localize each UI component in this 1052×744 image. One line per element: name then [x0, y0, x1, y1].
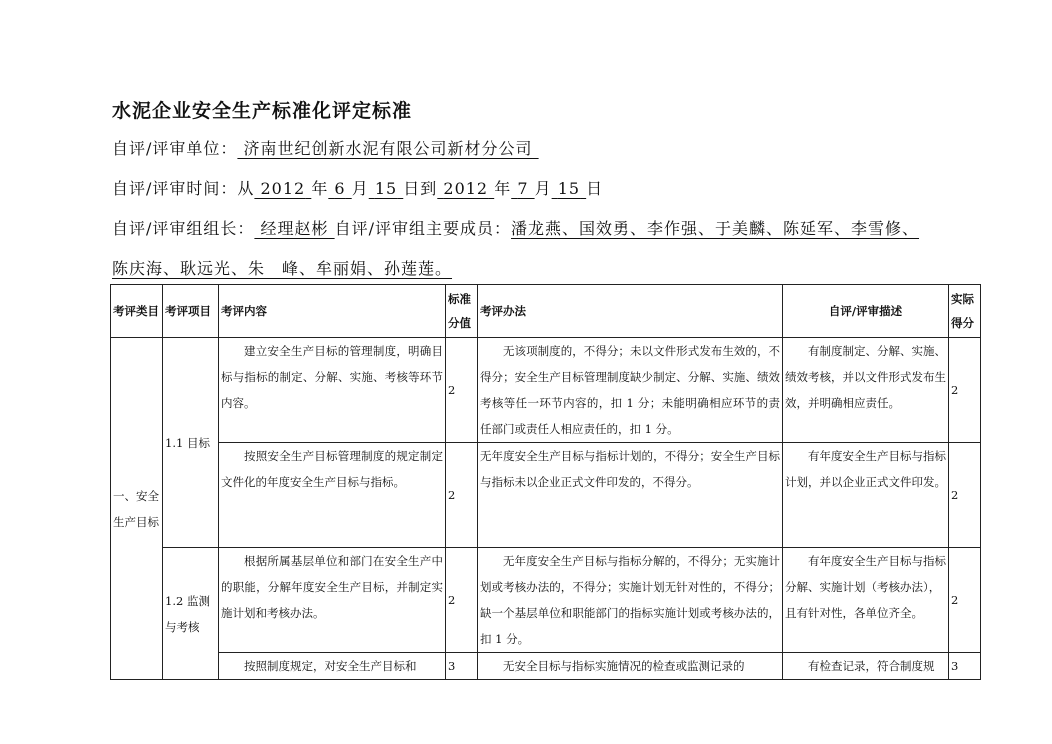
start-day: 15 — [374, 179, 398, 198]
members-line1: 潘龙燕、国效勇、李作强、于美麟、陈延军、李雪修、 — [511, 219, 920, 238]
score-cell: 2 — [446, 443, 478, 548]
method-cell: 无年度安全生产目标与指标计划的，不得分；安全生产目标与指标未以企业正式文件印发的，不得分。 — [478, 443, 783, 548]
content-cell: 建立安全生产目标的管理制度，明确目标与指标的制定、分解、实施、考核等环节内容。 — [219, 338, 446, 443]
header-category: 考评类目 — [111, 285, 163, 338]
item-cell: 1.2 监测与考核 — [163, 548, 219, 680]
desc-cell: 有制度制定、分解、实施、绩效考核，并以文件形式发布生效，并明确相应责任。 — [783, 338, 949, 443]
actual-cell: 2 — [949, 548, 981, 653]
end-day: 15 — [557, 179, 581, 198]
unit-line — [112, 136, 539, 159]
day-char: 日 — [586, 179, 604, 198]
end-month: 7 — [517, 179, 529, 198]
month-char: 月 — [534, 179, 552, 198]
table-header-row — [111, 285, 981, 338]
start-month: 6 — [334, 179, 346, 198]
unit-value: 济南世纪创新水泥有限公司新材分公司 — [243, 139, 533, 158]
document-title: 水泥企业安全生产标准化评定标准 — [112, 100, 413, 122]
actual-cell: 3 — [949, 653, 981, 680]
year-char: 年 — [311, 179, 329, 198]
actual-cell: 2 — [949, 443, 981, 548]
time-label: 自评/评审时间：从 — [112, 179, 255, 198]
header-score: 标准分值 — [446, 285, 478, 338]
header-method: 考评办法 — [478, 285, 783, 338]
time-line — [112, 176, 603, 199]
evaluation-table — [110, 284, 981, 680]
end-year: 2012 — [443, 179, 489, 198]
day-char: 日 — [403, 179, 421, 198]
start-year: 2012 — [260, 179, 306, 198]
content-cell: 根据所属基层单位和部门在安全生产中的职能，分解年度安全生产目标，并制定实施计划和考核办法。 — [219, 548, 446, 653]
header-actual: 实际得分 — [949, 285, 981, 338]
method-cell: 无该项制度的，不得分；未以文件形式发布生效的，不得分；安全生产目标管理制度缺少制定、分解、实施、绩效考核等任一环节内容的，扣 1 分；未能明确相应环节的责任部门或责任人相应责任的，扣 1 分。 — [478, 338, 783, 443]
members-label: 自评/评审组主要成员： — [334, 219, 512, 238]
desc-cell: 有检查记录，符合制度规 — [783, 653, 949, 680]
content-cell: 按照制度规定，对安全生产目标和 — [219, 653, 446, 680]
header-content: 考评内容 — [219, 285, 446, 338]
team-line — [112, 216, 919, 239]
actual-cell: 2 — [949, 338, 981, 443]
method-cell: 无安全目标与指标实施情况的检查或监测记录的 — [478, 653, 783, 680]
header-desc: 自评/评审描述 — [783, 285, 949, 338]
content-cell: 按照安全生产目标管理制度的规定制定文件化的年度安全生产目标与指标。 — [219, 443, 446, 548]
leader-value: 经理赵彬 — [260, 219, 329, 238]
members-line2: 陈庆海、耿远光、朱 峰、牟丽娟、孙莲莲。 — [112, 259, 453, 278]
unit-label: 自评/评审单位： — [112, 139, 238, 158]
desc-cell: 有年度安全生产目标与指标计划，并以企业正式文件印发。 — [783, 443, 949, 548]
table-row — [111, 548, 981, 653]
item-cell: 1.1 目标 — [163, 338, 219, 548]
score-cell: 2 — [446, 338, 478, 443]
method-cell: 无年度安全生产目标与指标分解的，不得分；无实施计划或考核办法的，不得分；实施计划无针对性的，不得分；缺一个基层单位和职能部门的指标实施计划或考核办法的，扣 1 分。 — [478, 548, 783, 653]
table-row — [111, 338, 981, 443]
month-char: 月 — [351, 179, 369, 198]
score-cell: 3 — [446, 653, 478, 680]
desc-cell: 有年度安全生产目标与指标分解、实施计划（考核办法），且有针对性，各单位齐全。 — [783, 548, 949, 653]
category-cell: 一、安全生产目标 — [111, 338, 163, 680]
leader-label: 自评/评审组组长： — [112, 219, 255, 238]
header-item: 考评项目 — [163, 285, 219, 338]
year-char: 年 — [494, 179, 512, 198]
score-cell: 2 — [446, 548, 478, 653]
members-line2-wrap — [112, 256, 452, 279]
to-char: 到 — [420, 179, 438, 198]
table-row — [111, 443, 981, 548]
table-row — [111, 653, 981, 680]
